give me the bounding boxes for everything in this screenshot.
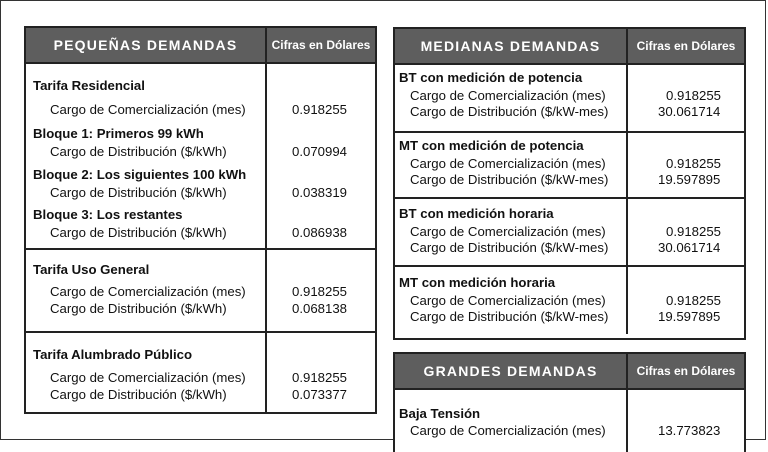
tarifa-residencial-name: Tarifa Residencial [33, 78, 145, 93]
medianas-header [395, 29, 744, 65]
medianas-com-label: Cargo de Comercialización (mes) [410, 293, 606, 308]
tarifa-uso-general-section [26, 248, 375, 331]
medianas-demandas-table [393, 27, 746, 340]
pequenas-title: PEQUEÑAS DEMANDAS [26, 28, 267, 62]
medianas-row [395, 197, 744, 265]
medianas-com-label: Cargo de Comercialización (mes) [410, 156, 606, 171]
bloque-3-name: Bloque 3: Los restantes [33, 207, 183, 222]
alumbrado-com-label: Cargo de Comercialización (mes) [50, 370, 246, 385]
grandes-col-header: Cifras en Dólares [636, 364, 736, 378]
residencial-com-label: Cargo de Comercialización (mes) [50, 102, 246, 117]
medianas-dist-value: 19.597895 [658, 172, 721, 187]
medianas-row-name: BT con medición de potencia [399, 70, 583, 85]
medianas-dist-label: Cargo de Distribución ($/kW-mes) [410, 309, 609, 324]
medianas-row [395, 131, 744, 197]
baja-tension-com-value: 13.773823 [658, 423, 721, 438]
medianas-com-value: 0.918255 [666, 156, 722, 171]
pequenas-header [26, 28, 375, 64]
bloque-2-name: Bloque 2: Los siguientes 100 kWh [33, 167, 247, 182]
grandes-demandas-table [393, 352, 746, 452]
alumbrado-dist-value: 0.073377 [292, 387, 348, 402]
bloque-3-value: 0.086938 [292, 225, 348, 240]
bloque-1-value: 0.070994 [292, 144, 348, 159]
uso-general-dist-value: 0.068138 [292, 301, 348, 316]
medianas-row-name: MT con medición de potencia [399, 138, 584, 153]
medianas-dist-label: Cargo de Distribución ($/kW-mes) [410, 240, 609, 255]
uso-general-com-label: Cargo de Comercialización (mes) [50, 284, 246, 299]
bloque-1-name: Bloque 1: Primeros 99 kWh [33, 126, 204, 141]
tarifa-alumbrado-name: Tarifa Alumbrado Público [33, 347, 192, 362]
alumbrado-com-value: 0.918255 [292, 370, 348, 385]
medianas-row-name: MT con medición horaria [399, 275, 556, 290]
medianas-dist-value: 30.061714 [658, 104, 721, 119]
residencial-com-value: 0.918255 [292, 102, 348, 117]
bloque-2-label: Cargo de Distribución ($/kWh) [50, 185, 227, 200]
bloque-1-label: Cargo de Distribución ($/kWh) [50, 144, 227, 159]
pequenas-col-header: Cifras en Dólares [271, 38, 371, 52]
medianas-dist-value: 30.061714 [658, 240, 721, 255]
medianas-row [395, 265, 744, 334]
bloque-3-label: Cargo de Distribución ($/kWh) [50, 225, 227, 240]
medianas-dist-label: Cargo de Distribución ($/kW-mes) [410, 104, 609, 119]
pequenas-demandas-table [24, 26, 377, 414]
grandes-title: GRANDES DEMANDAS [395, 354, 628, 388]
medianas-row [395, 65, 744, 131]
baja-tension-com-label: Cargo de Comercialización (mes) [410, 423, 606, 438]
tarifa-uso-general-name: Tarifa Uso General [33, 262, 150, 277]
alumbrado-dist-label: Cargo de Distribución ($/kWh) [50, 387, 227, 402]
baja-tension-section [395, 390, 744, 452]
uso-general-com-value: 0.918255 [292, 284, 348, 299]
medianas-com-label: Cargo de Comercialización (mes) [410, 88, 606, 103]
tarifa-residencial-section [26, 64, 375, 248]
medianas-row-name: BT con medición horaria [399, 206, 554, 221]
medianas-title: MEDIANAS DEMANDAS [395, 29, 628, 63]
medianas-dist-label: Cargo de Distribución ($/kW-mes) [410, 172, 609, 187]
tarifa-alumbrado-section [26, 331, 375, 412]
grandes-header [395, 354, 744, 390]
medianas-dist-value: 19.597895 [658, 309, 721, 324]
medianas-com-value: 0.918255 [666, 293, 722, 308]
medianas-com-value: 0.918255 [666, 224, 722, 239]
medianas-com-label: Cargo de Comercialización (mes) [410, 224, 606, 239]
bloque-2-value: 0.038319 [292, 185, 348, 200]
baja-tension-name: Baja Tensión [399, 406, 481, 421]
uso-general-dist-label: Cargo de Distribución ($/kWh) [50, 301, 227, 316]
medianas-com-value: 0.918255 [666, 88, 722, 103]
medianas-col-header: Cifras en Dólares [636, 39, 736, 53]
